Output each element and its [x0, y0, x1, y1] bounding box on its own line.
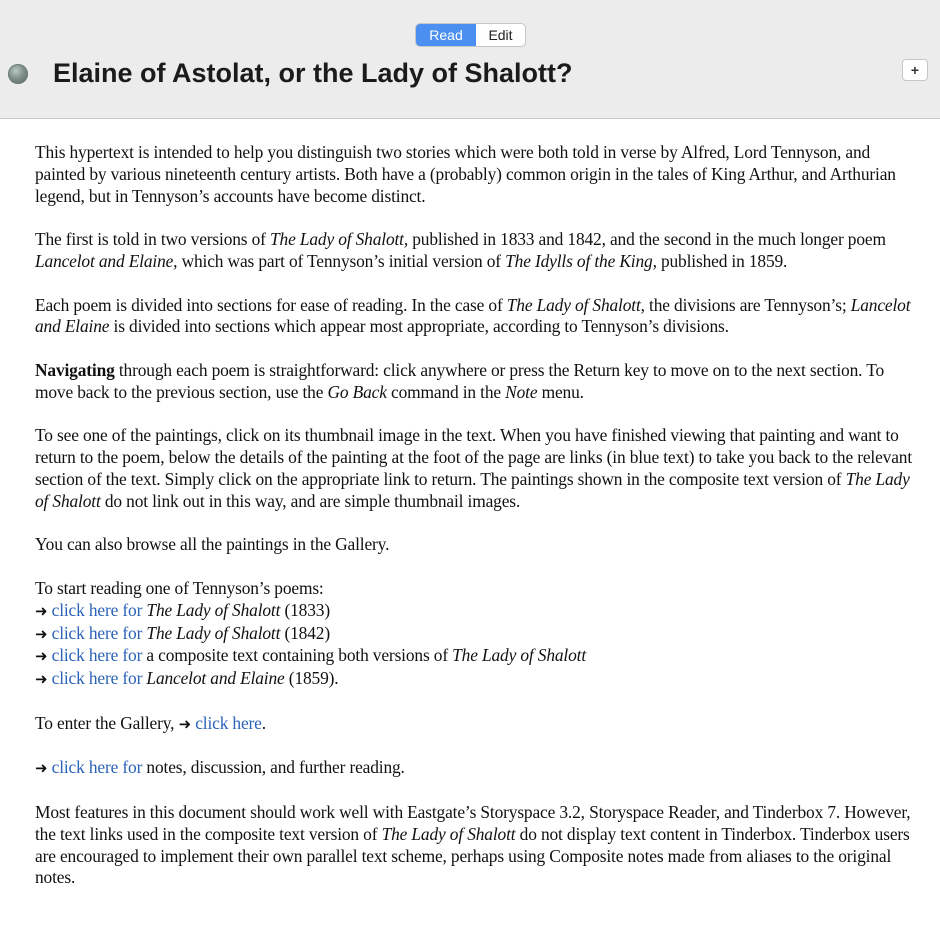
note-state-icon[interactable]	[8, 64, 28, 84]
note-text[interactable]	[35, 142, 915, 911]
note-title[interactable]: Elaine of Astolat, or the Lady of Shalott?	[53, 58, 573, 88]
link-composite-text[interactable]: click here for	[51, 645, 143, 666]
read-edit-toggle[interactable]	[415, 23, 526, 47]
paragraph-versions: The first is told in two versions of The Lady of Shalott, published in 1833 and 1842, and the second in the much longer poem Lancelot and Elaine, which was part of Tennyson’s initial version of The Idylls of the King, published in 1859.	[35, 229, 886, 271]
edit-mode-button[interactable]: Edit	[488, 27, 513, 43]
add-attribute-button[interactable]: +	[902, 59, 928, 81]
start-reading-list: To start reading one of Tennyson’s poems: ➜ click here for The Lady of Shalott (1833) ➜ click here for The Lady of Shalott (1842) ➜ click here for a composite text containing both versions of The Lady of Shalott ➜ click here for Lancelot and Elaine (1859).	[35, 577, 587, 689]
right-arrow-icon: ➜	[35, 647, 48, 666]
link-lady-1842[interactable]: click here for	[51, 622, 143, 643]
paragraph-compatibility: Most features in this document should work well with Eastgate’s Storyspace 3.2, Storyspace Reader, and Tinderbox 7. However, the text links used in the composite text version of The Lady of Shalott do not display text content in Tinderbox. Tinderbox users are encouraged to implement their own parallel text scheme, perhaps using Composite notes made from aliases to the original notes.	[35, 801, 911, 888]
link-lancelot-elaine[interactable]: click here for	[51, 668, 143, 689]
paragraph-navigating: Navigating through each poem is straightforward: click anywhere or press the Return key to move on to the next section. To move back to the previous section, use the Go Back command in the Note menu.	[35, 359, 885, 402]
paragraph-sections: Each poem is divided into sections for ease of reading. In the case of The Lady of Shalott, the divisions are Tennyson’s; Lancelot and Elaine is divided into sections which appear most appropriate, according to Tennyson’s divisions.	[35, 294, 911, 337]
right-arrow-icon: ➜	[35, 670, 48, 689]
right-arrow-icon: ➜	[35, 624, 48, 643]
link-notes-discussion[interactable]: click here for	[51, 757, 143, 778]
right-arrow-icon: ➜	[35, 759, 48, 778]
link-lady-1833[interactable]: click here for	[51, 599, 143, 620]
paragraph-paintings: To see one of the paintings, click on its thumbnail image in the text. When you have finished viewing that painting and want to return to the poem, below the details of the painting at the foot of the page are links (in blue text) to take you back to the relevant section of the text. Simply click on the appropriate link to return. The paintings shown in the composite text version of The Lady of Shalott do not link out in this way, and are simple thumbnail images.	[35, 425, 913, 511]
right-arrow-icon: ➜	[178, 714, 191, 733]
note-header	[0, 0, 940, 119]
read-mode-button[interactable]: Read	[416, 24, 476, 46]
paragraph-intro: This hypertext is intended to help you distinguish two stories which were both told in verse by Alfred, Lord Tennyson, and painted by various nineteenth century artists. Both have a (probably) common origin in the tales of King Arthur, and Arthurian legend, but in Tennyson’s accounts have become distinct.	[35, 142, 896, 206]
paragraph-gallery-browse: You can also browse all the paintings in the Gallery.	[35, 534, 390, 555]
start-reading-intro: To start reading one of Tennyson’s poems:	[35, 577, 324, 598]
paragraph-enter-gallery: To enter the Gallery, ➜ click here.	[35, 712, 266, 733]
right-arrow-icon: ➜	[35, 601, 48, 620]
link-gallery[interactable]: click here	[195, 712, 262, 733]
paragraph-notes-link: ➜ click here for notes, discussion, and further reading.	[35, 757, 405, 778]
